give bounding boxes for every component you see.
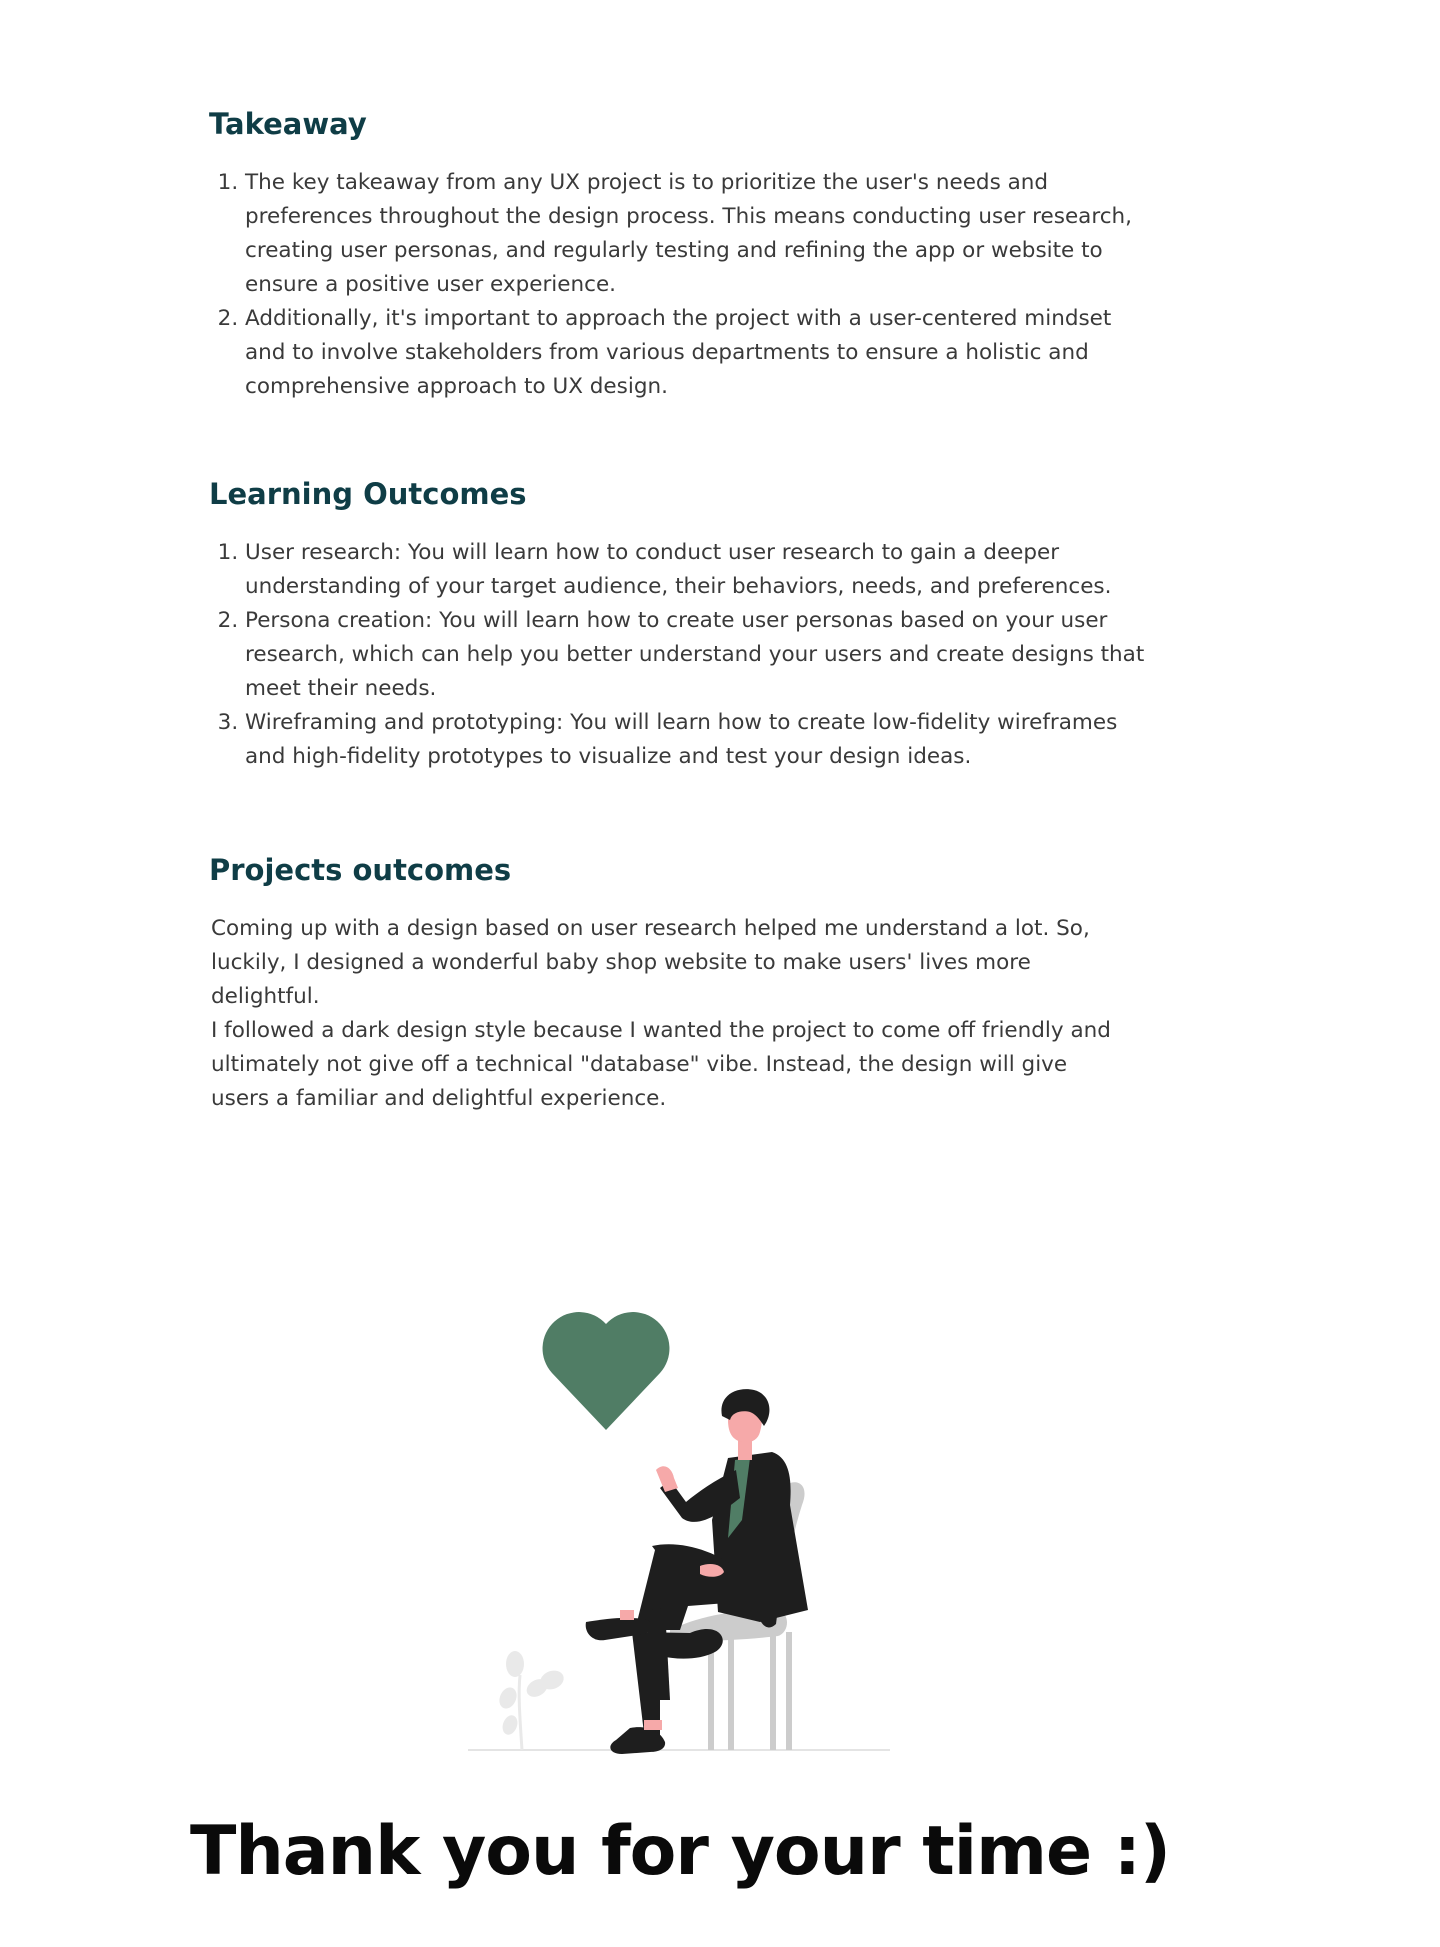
person-on-chair-with-heart-icon xyxy=(460,1280,900,1770)
list-item: 2. Additionally, it's important to approach the project with a user-centered mindset and to involve stakeholders from various departments to ensure a holistic and comprehensive approach to UX design. xyxy=(245,302,1145,404)
heart-icon xyxy=(543,1312,670,1430)
list-item: 1. User research: You will learn how to conduct user research to gain a deeper understanding of your target audience, their behaviors, needs, and preferences. xyxy=(245,536,1145,604)
list-item: 2. Persona creation: You will learn how to create user personas based on your user research, which can help you better understand your users and create designs that meet their needs. xyxy=(245,604,1145,706)
takeaway-heading: Takeaway xyxy=(209,107,367,141)
list-item: 3. Wireframing and prototyping: You will learn how to create low-fidelity wireframes and high-fidelity prototypes to visualize and test your design ideas. xyxy=(245,706,1145,774)
projects-outcomes-heading: Projects outcomes xyxy=(209,853,512,887)
learning-outcomes-heading: Learning Outcomes xyxy=(209,477,527,511)
takeaway-list xyxy=(209,166,1145,404)
learning-outcomes-list xyxy=(209,536,1145,774)
projects-paragraph: I followed a dark design style because I wanted the project to come off friendly and ultimately not give off a technical "database" vibe. Instead, the design will give users a familiar and delightful experience. xyxy=(211,1018,1111,1111)
list-item: 1. The key takeaway from any UX project is to prioritize the user's needs and preferences throughout the design process. This means conducting user research, creating user personas, and regularly testing and refining the app or website to ensure a positive user experience. xyxy=(245,166,1145,302)
plant-icon xyxy=(496,1651,566,1750)
thank-you-heading: Thank you for your time :) xyxy=(189,1812,1171,1891)
projects-paragraph: Coming up with a design based on user research helped me understand a lot. So, luckily, I designed a wonderful baby shop website to make users' lives more delightful. xyxy=(211,916,1090,1009)
